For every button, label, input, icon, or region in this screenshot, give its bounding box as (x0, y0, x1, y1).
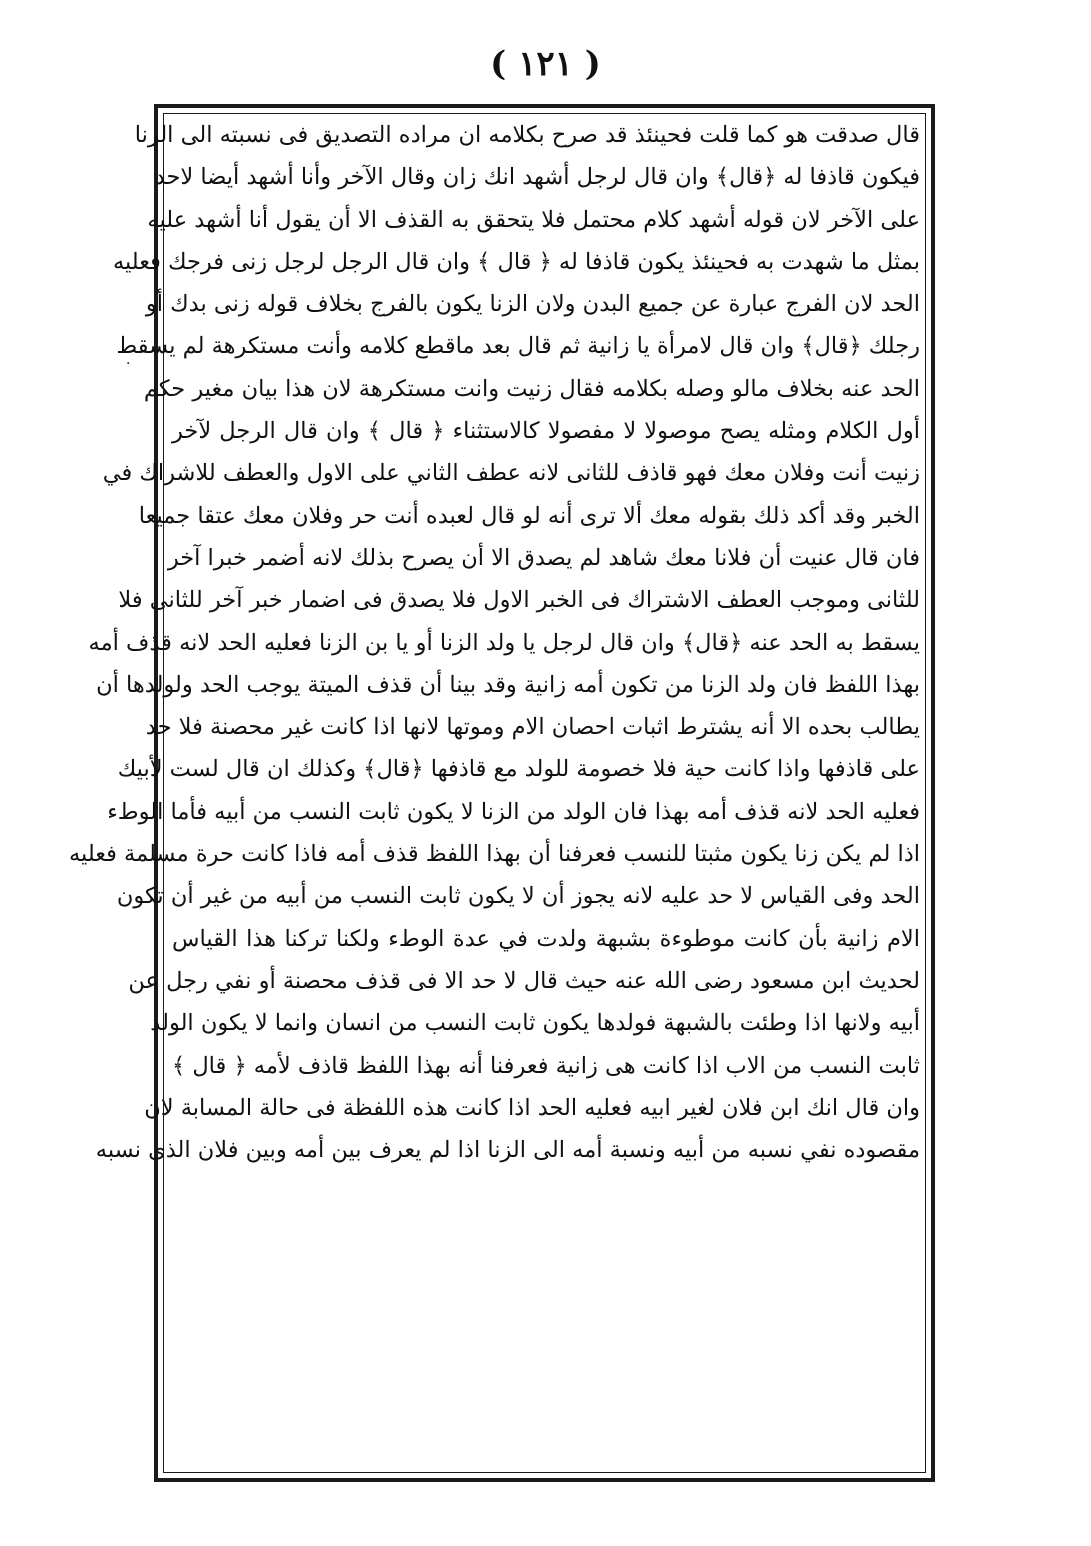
text-line-16: على قاذفها واذا كانت حية فلا خصومة للولد مع قاذفها ﴿قال﴾ وكذلك ان قال لست لأبيك (117, 756, 920, 783)
text-line-4: بمثل ما شهدت به فحينئذ يكون قاذفا له ﴿ قال ﴾ وان قال الرجل لرجل زنى فرجك فعليه (112, 248, 920, 275)
text-line-13: يسقط به الحد عنه ﴿قال﴾ وان قال لرجل يا ولد الزنا أو يا بن الزنا فعليه الحد لانه قذف أمه (88, 629, 920, 656)
text-line-22: أبيه ولانها اذا وطئت بالشبهة فولدها يكون ثابت النسب من انسان وانما لا يكون الولد (150, 1010, 920, 1037)
text-line-23: ثابت النسب من الاب اذا كانت هى زانية فعرفنا أنه بهذا اللفظ قاذف لأمه ﴿ قال ﴾ (172, 1052, 920, 1079)
text-line-17: فعليه الحد لانه قذف أمه بهذا فان الولد من الزنا لا يكون ثابت النسب من أبيه فأما الوطء (107, 798, 920, 825)
margin-dot: · (126, 356, 131, 372)
body-text (68, 114, 920, 1425)
text-line-26 (172, 1171, 920, 1213)
text-line-6: رجلك ﴿قال﴾ وان قال لامرأة يا زانية ثم قال بعد ماقطع كلامه وأنت مستكرهة لم يسقط (116, 333, 920, 360)
text-line-19: الحد وفى القياس لا حد عليه لانه يجوز أن لا يكون ثابت النسب من أبيه من غير أن تكون (116, 883, 920, 910)
text-line-3: على الآخر لان قوله أشهد كلام محتمل فلا يتحقق به القذف الا أن يقول أنا أشهد عليه (147, 206, 920, 233)
text-line-11: فان قال عنيت أن فلانا معك شاهد لم يصدق الا أن يصرح بذلك لانه أضمر خبرا آخر (167, 544, 920, 571)
text-line-9: زنيت أنت وفلان معك فهو قاذف للثانى لانه عطف الثاني على الاول والعطف للاشراك في (102, 460, 920, 487)
text-line-27 (172, 1214, 920, 1256)
text-line-20: الام زانية بأن كانت موطوءة بشبهة ولدت في عدة الوطء ولكنا تركنا هذا القياس (172, 925, 920, 952)
text-line-15: يطالب بحده الا أنه يشترط اثبات احصان الام وموتها لانها اذا كانت غير محصنة فلا حد (145, 714, 920, 741)
text-line-30 (172, 1341, 920, 1383)
text-line-1: قال صدقت هو كما قلت فحينئذ قد صرح بكلامه ان مراده التصديق فى نسبته الى الزنا (134, 122, 920, 148)
text-line-25: مقصوده نفي نسبه من أبيه ونسبة أمه الى الزنا اذا لم يعرف بين أمه وبين فلان الذى نسبه (95, 1137, 920, 1164)
text-line-24: وان قال انك ابن فلان لغير ابيه فعليه الحد اذا كانت هذه اللفظة فى حالة المسابة لان (144, 1094, 920, 1121)
page-number: ( ١٢١ ) (490, 44, 601, 84)
text-line-7: الحد عنه بخلاف مالو وصله بكلامه فقال زنيت وانت مستكرهة لان هذا بيان مغير حكم (143, 375, 920, 402)
text-line-28 (172, 1256, 920, 1298)
text-line-21: لحديث ابن مسعود رضى الله عنه حيث قال لا حد الا فى قذف محصنة أو نفي رجل عن (128, 967, 920, 994)
text-line-12: للثانى وموجب العطف الاشتراك فى الخبر الاول فلا يصدق فى اضمار خبر آخر للثانى فلا (118, 587, 920, 614)
text-line-8: أول الكلام ومثله يصح موصولا لا مفصولا كالاستثناء ﴿ قال ﴾ وان قال الرجل لآخر (172, 418, 920, 445)
text-line-14: بهذا اللفظ فان ولد الزنا من تكون أمه زانية وقد بينا أن قذف الميتة يوجب الحد ولولدها أن (96, 671, 920, 698)
text-line-5: الحد لان الفرج عبارة عن جميع البدن ولان الزنا يكون بالفرج بخلاف قوله زنى بدك أو (145, 291, 920, 318)
text-line-29 (172, 1298, 920, 1340)
text-line-10: الخبر وقد أكد ذلك بقوله معك ألا ترى أنه لو قال لعبده أنت حر وفلان معك عتقا جميعا (138, 502, 920, 529)
text-line-18: اذا لم يكن زنا يكون مثبتا للنسب فعرفنا أن بهذا اللفظ قذف أمه فاذا كانت حرة مسلمة فعليه (68, 841, 920, 868)
text-line-31 (172, 1383, 920, 1425)
text-line-2: فيكون قاذفا له ﴿قال﴾ وان قال لرجل أشهد انك زان وقال الآخر وأنا أشهد أيضا لاحد (154, 164, 920, 191)
